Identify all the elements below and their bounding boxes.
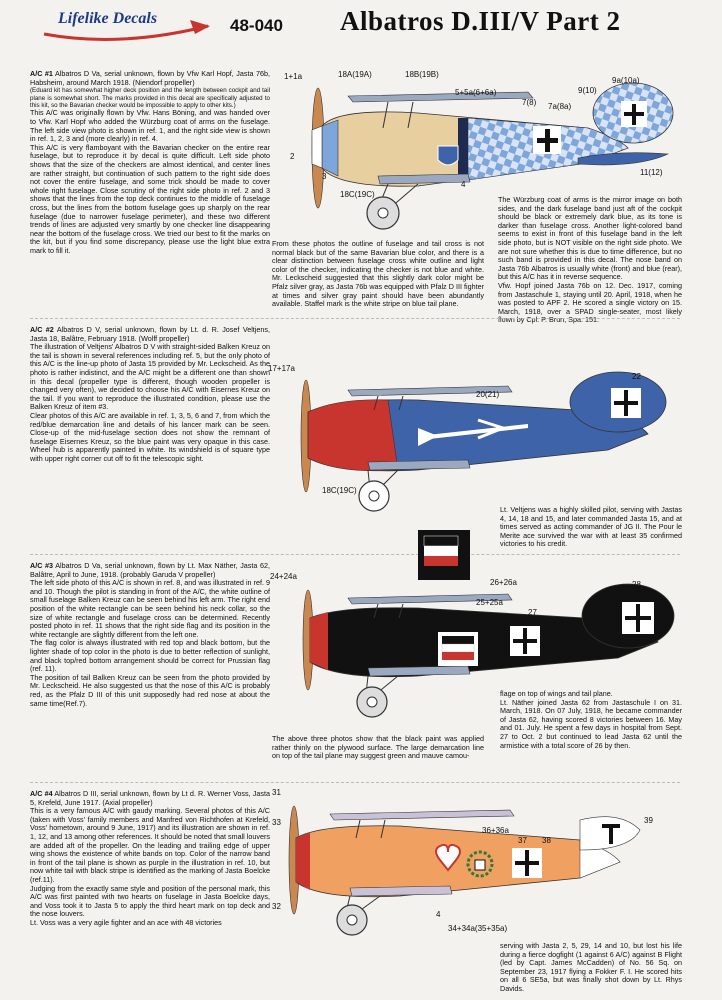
separator xyxy=(30,554,680,555)
ac1-right-text xyxy=(498,196,682,325)
ac4-description xyxy=(30,790,270,928)
product-code: 48-040 xyxy=(230,16,283,35)
ac1-label: 18C(19C) xyxy=(340,190,375,199)
ac1-label: 9(10) xyxy=(578,86,597,95)
ac4-heading: A/C #4 xyxy=(30,789,53,798)
ac4-label: 36+36a xyxy=(482,826,509,835)
ac4-label: 39 xyxy=(644,816,653,825)
ac4-right-text: serving with Jasta 2, 5, 29, 14 and 10, but lost his life during a fierce dogfight (1 against 6 A/C) against B Flight (led by Capt. James McCadden) of No. 56 Sq. on September 23, 1917 flying a Fokker F. I. He scored hits on all 6 SE5a, but was finally shot down by Lt. Rhys Davids. xyxy=(500,941,682,993)
ac3-right-text xyxy=(500,690,682,750)
logo-banner xyxy=(40,8,215,38)
ac1-intro: Albatros D Va, serial unknown, flown by Vfw Karl Hopf, Jasta 76b, Habsheim, around March 1918. (Niendorf propeller) xyxy=(30,69,270,87)
ac4-aircraft-profile xyxy=(280,790,680,940)
logo-text: Lifelike Decals xyxy=(58,10,158,27)
ac2-paragraph-2: Clear photos of this A/C are available in ref. 1, 3, 5, 6 and 7, from which the red/blue demarcation line and details of his lancer mark can be seen. Close-up of the mid-fuselage section does not show the remnant of fuselage Eisernes Kreuz, so the blue paint was very opaque in this case. Wheel hub is apparently painted in white. Its windshield is of square type with upper right corner cut off to fit the telescopic sight. xyxy=(30,410,270,463)
ac3-paragraph-2: The flag color is always illustrated with red top and black bottom, but the lighter shade of top color in the photo is due to better reflection of sunlight, and black top/red bottom arrangement should be correct for Prussian flag (ref. 11). xyxy=(30,638,270,674)
ac4-paragraph-2: Judging from the exactly same style and position of the personal mark, this A/C was first painted with two hearts on fuselage in Jasta Boelcke days, and Voss took it to Jasta 5 to apply the third heart mark on top deck and the nose louvers. xyxy=(30,883,270,919)
ac3-intro: Albatros D Va, serial unknown, flown by Lt. Max Näther, Jasta 62, Balâtre, April to June, 1918. (probably Garuda V propeller) xyxy=(30,561,270,579)
ac2-description xyxy=(30,326,270,464)
ac3-label: 24+24a xyxy=(270,572,297,581)
ac1-label: 5+5a(6+6a) xyxy=(455,88,497,97)
ac1-kit-note: (Eduard kit has somewhat higher deck position and the length between cockpit and tail plane is somewhat short. The marks provided in this decal are specifically adjusted to this kit, so the Bavarian checker would be impossible to apply to other kits.) xyxy=(30,87,270,109)
ac1-label: 1+1a xyxy=(284,72,303,81)
ac4-label: 31 xyxy=(272,788,281,797)
ac3-right-paragraph-2: Lt. Näther joined Jasta 62 from Jastaschule I on 31. March, 1918. On 07 July, 1918, he became commander of Jasta 62, having scored 8 victories between 16. May and 01. July. He spent a few days in hospital from Sept. 27 to Oct. 2 but continued to lead Jasta 62 until the armistice with a total score of 26 by then. xyxy=(500,697,682,750)
separator xyxy=(30,318,680,319)
ac1-label: 18B(19B) xyxy=(405,70,439,79)
ac1-heading: A/C #1 xyxy=(30,69,53,78)
ac4-paragraph-1: This is a very famous A/C with gaudy marking. Several photos of this A/C (taken with Voss' family members and Manfred von Richthofen at Krefeld, Voss' hometown, around 9 June, 1917) and its illustration are shown in ref. 1, 12, and 13 among other references. It should be noted that small louvers are added aft of the propeller. On the leading and trailing edge of upper wing shows the existence of white bands on top. Color of the narrow band in front of the tail plane is shown as purple in the illustration in ref. 10, but now white tail with black stripe is identified as the marking of Jasta Boelcke (ref.11). xyxy=(30,806,270,884)
ac4-label: 34+34a(35+35a) xyxy=(448,924,508,933)
ac3-label: 28 xyxy=(632,580,641,589)
ac1-label: 4 xyxy=(461,180,466,189)
ac4-paragraph-3: Lt. Voss was a very agile fighter and an ace with 48 victories xyxy=(30,917,222,927)
ac4-label: 33 xyxy=(272,818,281,827)
ac1-label: 7a(8a) xyxy=(548,102,572,111)
ac3-label: 25+25a xyxy=(476,598,503,607)
ac3-label: 27 xyxy=(528,608,537,617)
ac3-mid-text: The above three photos show that the black paint was applied rather thinly on the plywood surface. The large demarcation line on top of the tail plane may suggest green and mauve camou- xyxy=(272,734,484,761)
ac1-label: 3 xyxy=(322,172,327,181)
separator xyxy=(30,782,680,783)
ac1-label: 11(12) xyxy=(640,168,663,177)
ac1-paragraph-1: This A/C was originally flown by Vfw. Hans Böning, and was handed over to Vfw. Karl Hopf who added the Würzburg coat of arms on the fuselage. The left side view photo is shown in ref. 1, and the right side view is shown in ref. 1, 2, 3 and (more clearly) in ref. 4. xyxy=(30,108,270,144)
ac4-label: 37 xyxy=(518,836,527,845)
ac3-right-paragraph-1: flage on top of wings and tail plane. xyxy=(500,689,613,698)
ac3-heading: A/C #3 xyxy=(30,561,53,570)
ac2-label: 20(21) xyxy=(476,390,500,399)
ac1-mid-text: From these photos the outline of fuselage and tail cross is not normal black but of the same Bavarian blue color, and there is a clear distinction between fuselage cross white outline and light color of the checker, indicating the checker is not blue and white. Mr. Leckscheid suggested that this slightly dark color might be Pfalz silver gray, as Jasta 76b was equipped with Pfalz D III fighter at times and silver gray paint should have been abundantly available. Staffel mark is the white stripe on blue tail plane. xyxy=(272,239,484,309)
ac1-right-paragraph-1: The Würzburg coat of arms is the mirror image on both sides, and the dark fuselage band just aft of the cockpit should be black or extremely dark blue, as its tone is darker than fuselage cross. Another light-colored band seems to exist in front of this fuselage band in the left side photo, but is NOT visible on the right side photo. We are not sure whether this is due to time difference, but no such band is provided in this decal. The nose band on Jasta 76b Albatros is usually white (front) and blue (rear), but this A/C has it in reverse sequence. xyxy=(498,195,682,282)
ac4-label: 32 xyxy=(272,902,281,911)
ac4-label: 38 xyxy=(542,836,551,845)
ac1-right-paragraph-2: Vfw. Hopf joined Jasta 76b on 12. Dec. 1917, coming from Jastaschule 1, staying until 20. April, 1918, when he was posted to APF 2. He scored a single victory on 15. March, 1918, over a SPAD single-seater, most likely flown by Cpl. P. Brun, Spa. 151. xyxy=(498,280,682,325)
ac1-label: 2 xyxy=(290,152,295,161)
ac2-label: 22 xyxy=(632,372,641,381)
ac3-label: 26+26a xyxy=(490,578,517,587)
ac1-label: 18A(19A) xyxy=(338,70,372,79)
ac3-paragraph-1: The left side photo of this A/C is shown in ref. 8, and was illustrated in ref. 9 and 10. Though the pilot is standing in front of the A/C, the white outline of small fuselage Balken Kreuz can be seen behind his left arm. The right end position of the white rectangle can be seen behind his neck collar, so the size of white rectangle and fuselage cross can be determined. Recently posted photo in ref. 11 shows that the right side flag and its position in the white rectangle are slightly different from the left one. xyxy=(30,578,270,639)
ac2-right-text: Lt. Veltjens was a highly skilled pilot, serving with Jastas 4, 14, 18 and 15, and later commanded Jasta 15, and at times served as acting commander of JG II. The Pour le Merite ace survived the war with at least 35 confirmed victories to his credit. xyxy=(500,505,682,549)
ac4-label: 4 xyxy=(436,910,441,919)
ac3-flag-decal xyxy=(418,530,470,580)
ac1-description xyxy=(30,70,270,256)
ac4-intro: Albatros D III, serial unknown, flown by Lt d. R. Werner Voss, Jasta 5, Krefeld, June 1917. (Axial propeller) xyxy=(30,789,270,807)
ac2-heading: A/C #2 xyxy=(30,325,54,334)
ac2-label: 18C(19C) xyxy=(322,486,357,495)
ac1-paragraph-2: This A/C is very flamboyant with the Bavarian checker on the entire rear fuselage, but to reproduce it by decal is quite difficult. Left side photo shows that the size of the checkers are almost identical, and center lines are rather straight, but continuation of such pattern to the right side does not cover the entire fuselage, and some trick should be made to cover whole right fuselage. Close scrutiny of the right side photo in ref. 2 and 3 shows that the lines from the top deck continues to the middle of fuselage cross, but the lines from the bottom fuselage goes up sharply on the rear fuselage (due to narrower fuselage perimeter), and these two different trends of lines are adjusted very smartly by one checker line disappearing near the bottom of the fuselage cross. We tried our best to fit the marks on the kit, but if you find some discrepancy, please use the light blue extra mark to fill it. xyxy=(30,142,270,255)
ac1-label: 9a(10a) xyxy=(612,76,640,85)
ac2-label: 17+17a xyxy=(268,364,295,373)
ac3-paragraph-3: The position of tail Balken Kreuz can be seen from the photo provided by Mr. Leckscheid. He also suggested us that the nose of this A/C is probably red, as the Pfalz D III of this unit supposedly had red nose at about the same time(Ref.7). xyxy=(30,672,270,708)
page-title: Albatros D.III/V Part 2 xyxy=(340,6,621,36)
ac1-label: 7(8) xyxy=(522,98,537,107)
ac3-description xyxy=(30,562,270,708)
ac2-paragraph-1: The illustration of Veltjens' Albatros D V with straight-sided Balken Kreuz on the tail is shown in several references including ref. 5, but the only photo of this A/C is the line-up photo of Jasta 15 provided by Mr. Leckscheid. As the photo is rather indistinct, and the A/C might be a different one than shown in this decal (propeller type is different, though wooden propeller is changed very often), we decided to choose his A/C with Eisernes Kreuz on the tail. If you want to reproduce the illustrated condition, please use the Balken Kreuz of item #3. xyxy=(30,342,270,412)
ac2-intro: Albatros D V, serial unknown, flown by Lt. d. R. Josef Veltjens, Jasta 18, Balâtre, February 1918. (Wolff propeller) xyxy=(30,325,270,343)
